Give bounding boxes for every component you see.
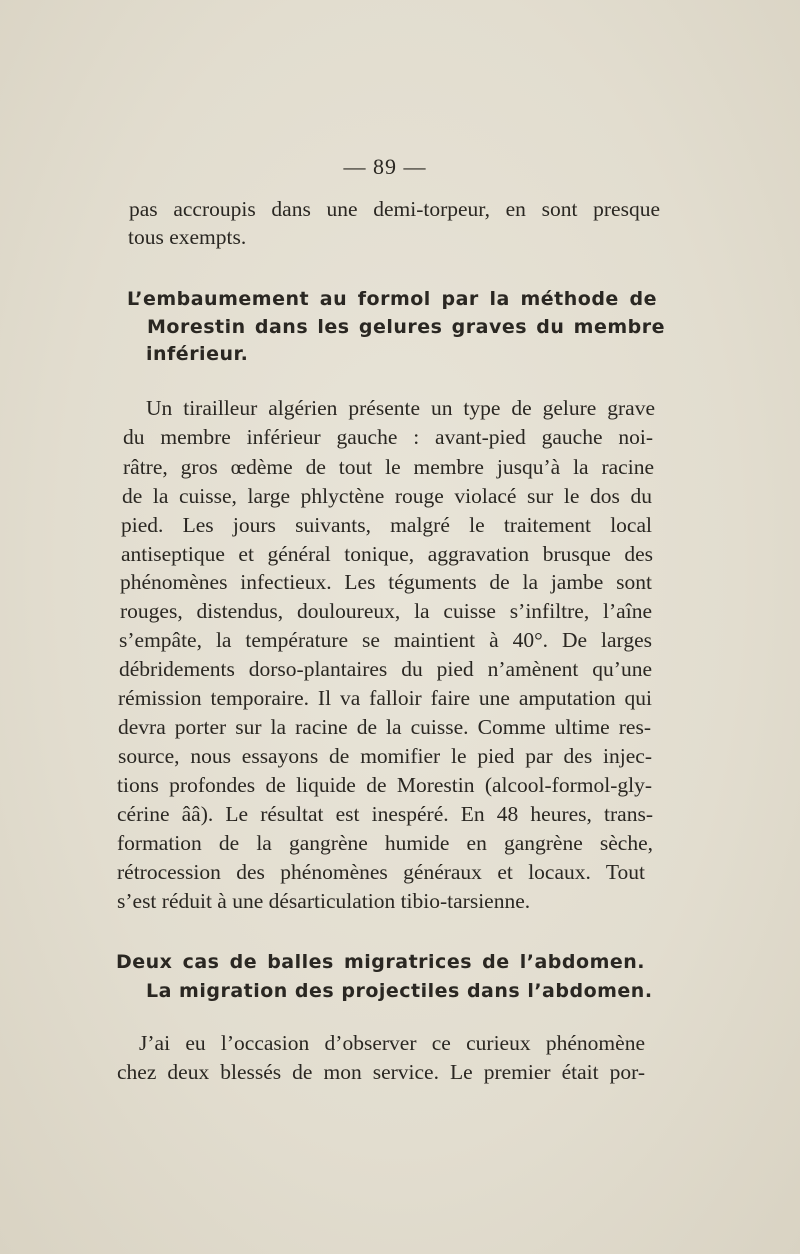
section-heading: Deux cas de balles migratrices de l’abdomen. bbox=[116, 951, 645, 973]
paragraph-line: s’empâte, la température se maintient à 40°. De larges bbox=[119, 628, 652, 652]
paragraph-line: rouges, distendus, douloureux, la cuisse s’infiltre, l’aîne bbox=[120, 599, 652, 623]
section-heading: inférieur. bbox=[146, 343, 249, 365]
section-heading: Morestin dans les gelures graves du membre bbox=[147, 316, 665, 338]
paragraph-line: antiseptique et général tonique, aggravation brusque des bbox=[121, 542, 653, 566]
intro-line: tous exempts. bbox=[128, 225, 247, 249]
section-heading: La migration des projectiles dans l’abdomen. bbox=[146, 980, 653, 1002]
intro-line: pas accroupis dans une demi-torpeur, en sont presque bbox=[129, 197, 660, 221]
paragraph-line: débridements dorso-plantaires du pied n’amènent qu’une bbox=[119, 657, 652, 681]
paragraph-line: s’est réduit à une désarticulation tibio-tarsienne. bbox=[117, 889, 531, 913]
paragraph-line: devra porter sur la racine de la cuisse. Comme ultime res- bbox=[118, 715, 651, 739]
paragraph-line: source, nous essayons de momifier le pied par des injec- bbox=[118, 744, 652, 768]
paragraph-line: tions profondes de liquide de Morestin (alcool-formol-gly- bbox=[117, 773, 652, 797]
paragraph-line: cérine ââ). Le résultat est inespéré. En 48 heures, trans- bbox=[117, 802, 653, 826]
paragraph-line: chez deux blessés de mon service. Le premier était por- bbox=[117, 1060, 645, 1084]
paragraph-line: de la cuisse, large phlyctène rouge violacé sur le dos du bbox=[122, 484, 652, 508]
paragraph-line: râtre, gros œdème de tout le membre jusqu’à la racine bbox=[123, 455, 654, 479]
page-number: — 89 — bbox=[343, 154, 427, 179]
paragraph-line: du membre inférieur gauche : avant-pied gauche noi- bbox=[123, 425, 653, 449]
paragraph-line: rémission temporaire. Il va falloir faire une amputation qui bbox=[118, 686, 652, 710]
paragraph-line: pied. Les jours suivants, malgré le traitement local bbox=[121, 513, 652, 537]
paragraph-line: formation de la gangrène humide en gangrène sèche, bbox=[117, 831, 653, 855]
paragraph-line: Un tirailleur algérien présente un type de gelure grave bbox=[146, 396, 655, 420]
paragraph-line: rétrocession des phénomènes généraux et locaux. Tout bbox=[117, 860, 645, 884]
paragraph-line: phénomènes infectieux. Les téguments de la jambe sont bbox=[120, 570, 652, 594]
section-heading: L’embaumement au formol par la méthode de bbox=[127, 288, 657, 310]
paragraph-line: J’ai eu l’occasion d’observer ce curieux phénomène bbox=[139, 1031, 645, 1055]
